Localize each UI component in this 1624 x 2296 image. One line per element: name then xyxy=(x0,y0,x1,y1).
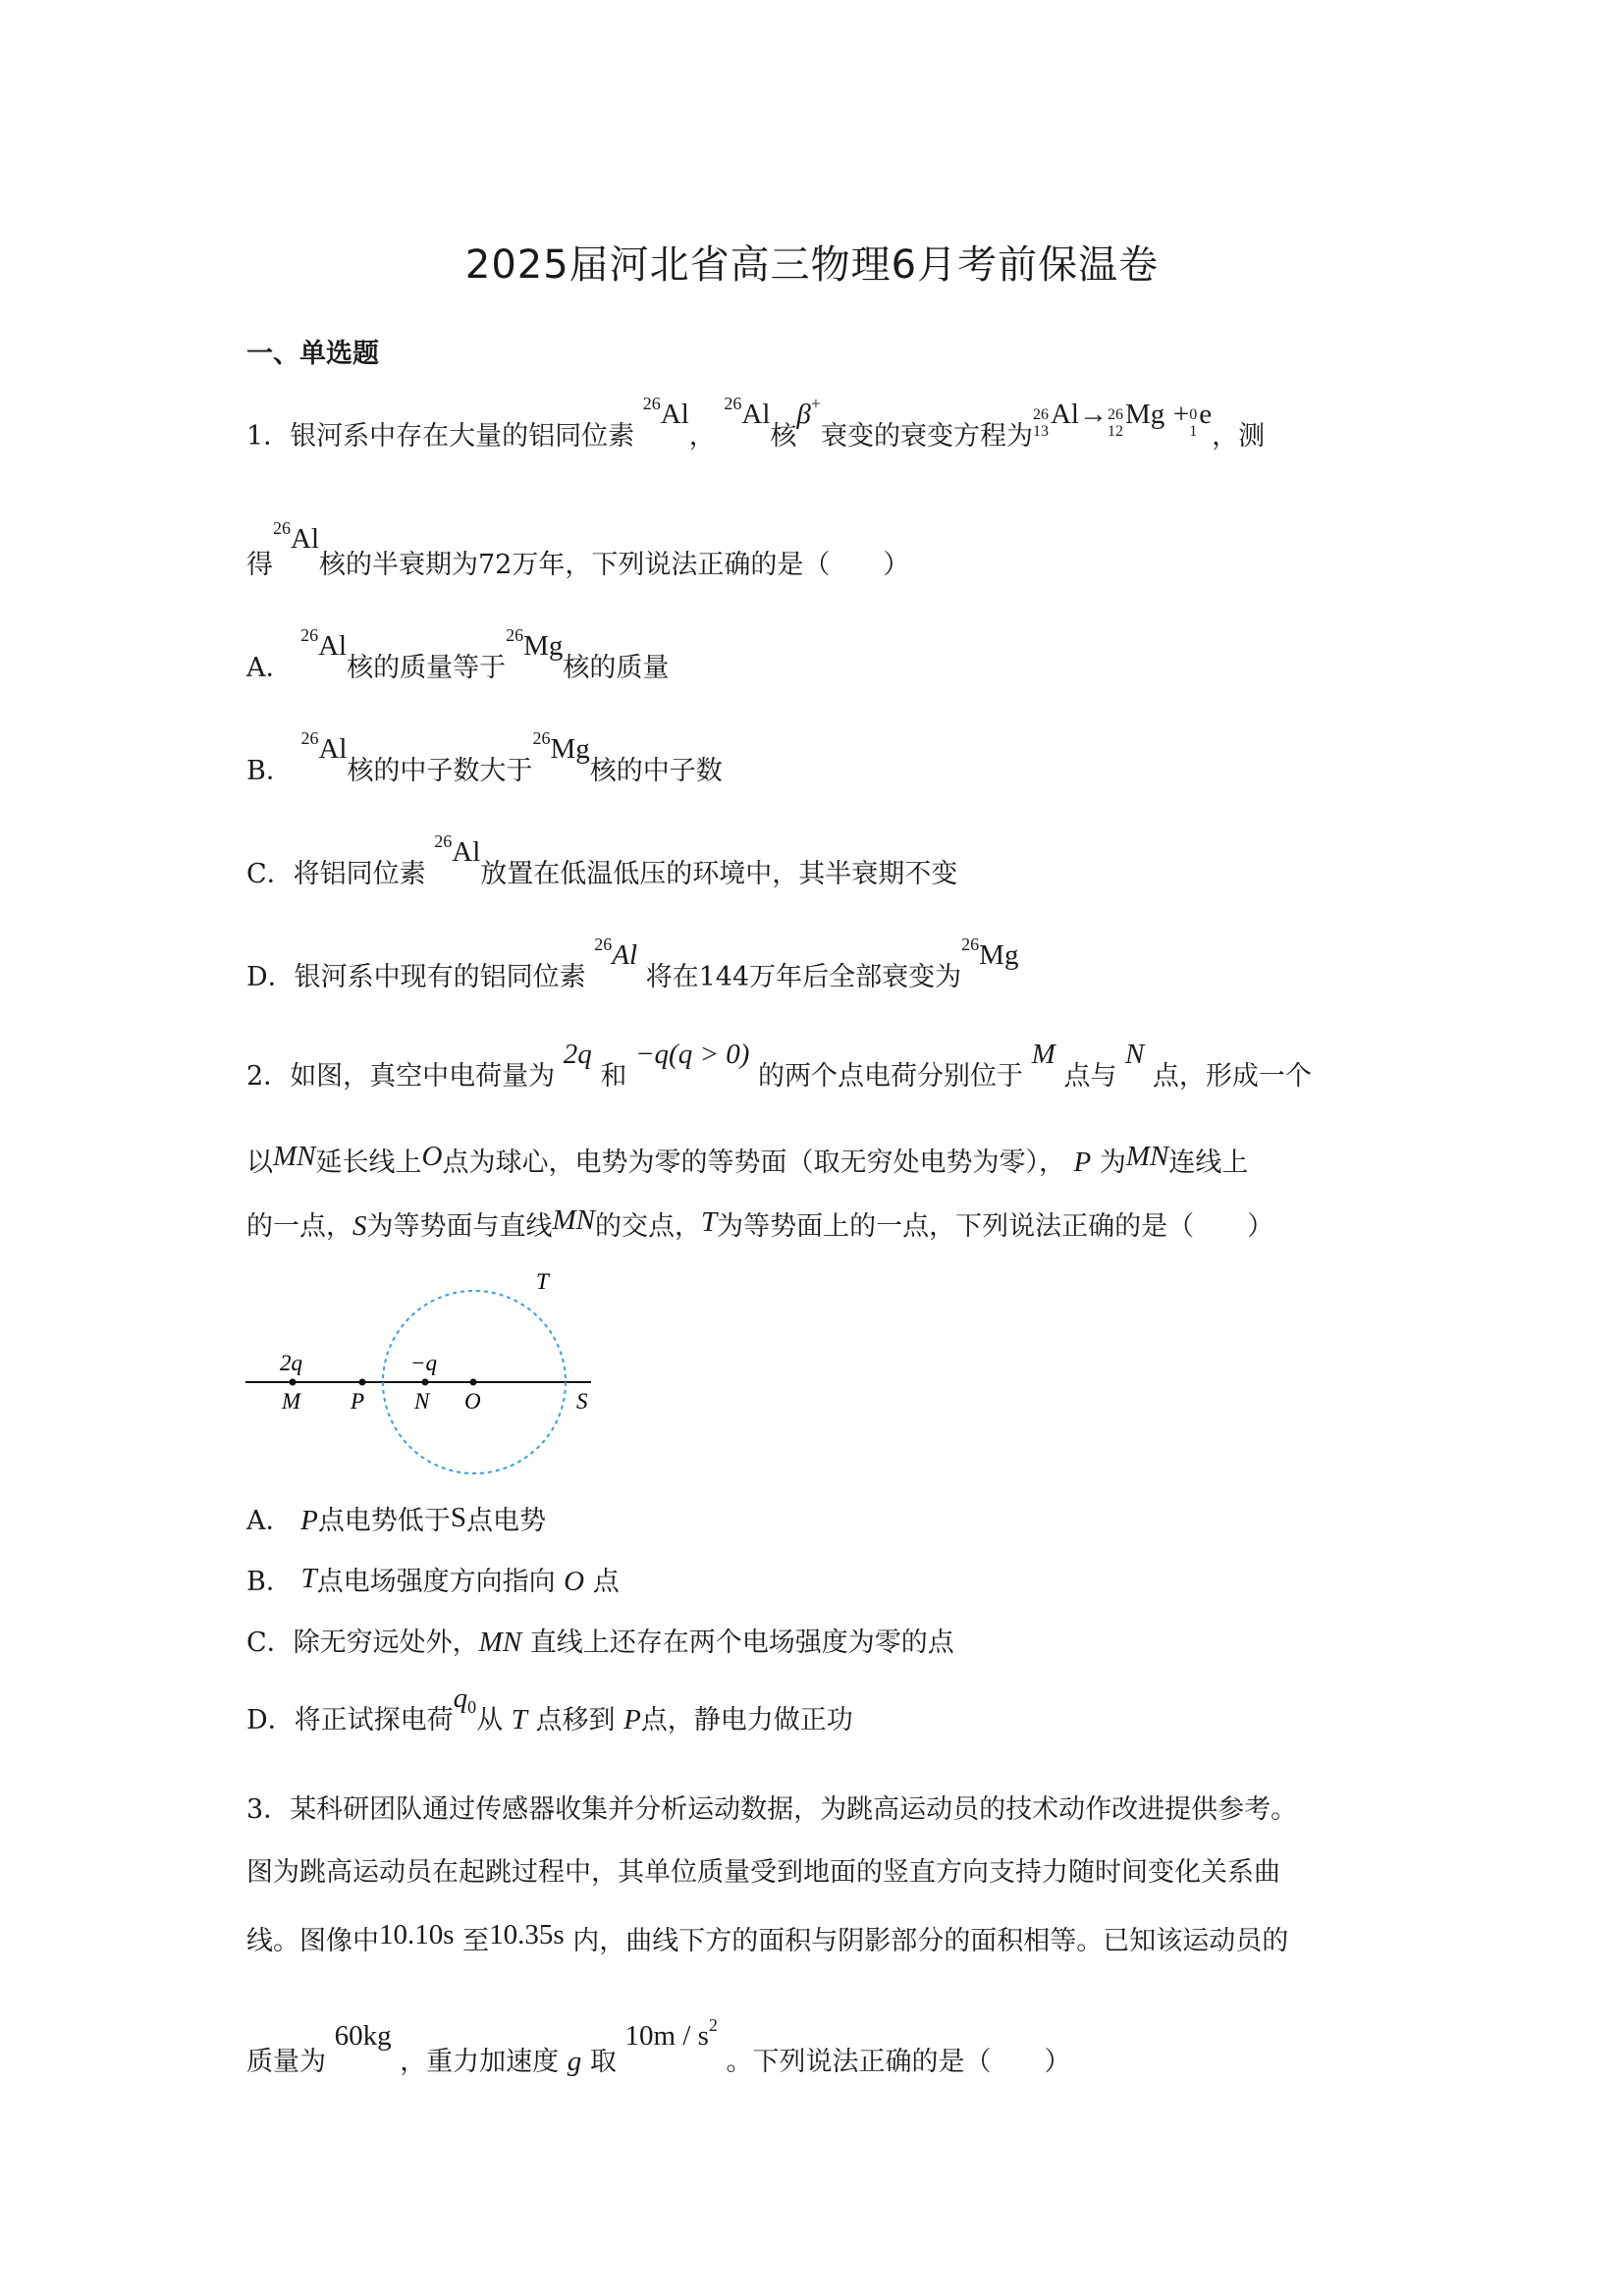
point-p: P xyxy=(300,1505,318,1536)
q1-text: 衰变的衰变方程为 xyxy=(820,421,1033,452)
option-text: 点移到 xyxy=(535,1705,616,1735)
section-heading: 一、单选题 xyxy=(246,339,379,369)
decay-equation: 26 13 Al→ 26 12 Mg + 0 1 e xyxy=(1032,399,1213,440)
q1-option-b[interactable] xyxy=(246,728,723,786)
q1-text: 核 xyxy=(770,421,797,452)
q2-text: 点为球心，电势为零的等势面（取无穷处电势为零）， xyxy=(442,1148,1065,1178)
equipotential-diagram xyxy=(236,1266,609,1482)
point-n: N xyxy=(1124,1039,1145,1070)
q3-line-4 xyxy=(246,2015,1071,2077)
point-p: P xyxy=(1073,1147,1092,1178)
point-o: O xyxy=(564,1566,585,1597)
option-text: 核的中子数大于 xyxy=(347,756,533,786)
q3-text: 线。图像中 xyxy=(246,1926,379,1956)
q1-text: 得 xyxy=(246,550,273,580)
option-text: 除无穷远处外， xyxy=(293,1628,479,1658)
al26-nuclide: $^{26}$Al xyxy=(300,625,348,662)
option-text: 将铝同位素 xyxy=(293,859,426,889)
q3-line-3 xyxy=(246,1919,1289,1956)
q2-number: 2． xyxy=(246,1061,291,1092)
line-mn: MN xyxy=(552,1204,595,1236)
option-text: 将正试探电荷 xyxy=(294,1705,454,1735)
q1-option-d[interactable] xyxy=(246,934,1019,992)
point-t: T xyxy=(300,1563,317,1594)
al26-nuclide: $^{26}$Al xyxy=(642,394,689,430)
line-mn: MN xyxy=(1125,1141,1169,1172)
q2-text: 为等势面上的一点，下列说法正确的是（ ） xyxy=(717,1211,1274,1242)
option-label: B． xyxy=(246,1567,293,1597)
option-text: 点电势 xyxy=(465,1506,546,1536)
mg26-nuclide: $^{26}$Mg xyxy=(506,625,564,662)
option-text: 点电场强度方向指向 xyxy=(316,1567,556,1597)
point-s: S xyxy=(352,1210,367,1242)
q2-text: 连线上 xyxy=(1168,1148,1249,1178)
q2-option-b[interactable] xyxy=(246,1563,620,1597)
gravity-value: $10m / s^2$ xyxy=(624,2015,718,2052)
mg26-nuclide: $^{26}$Mg xyxy=(961,934,1019,971)
option-label: D． xyxy=(246,962,295,992)
q2-line-1 xyxy=(246,1039,1312,1092)
al26-nuclide: $^{26}$Al xyxy=(434,831,481,868)
q2-text: 为等势面与直线 xyxy=(366,1211,553,1242)
option-label: D． xyxy=(246,1705,295,1735)
q3-text: 质量为 xyxy=(246,2047,326,2077)
label-p: P xyxy=(351,1389,365,1414)
charge-2q: 2q xyxy=(563,1039,592,1070)
point-t: T xyxy=(701,1206,718,1238)
q3-line-2 xyxy=(246,1859,1280,1886)
option-text: 核的中子数 xyxy=(589,756,723,786)
line-mn: MN xyxy=(273,1141,316,1172)
q2-line-2 xyxy=(246,1141,1249,1178)
time-end: 10.35s xyxy=(489,1919,565,1950)
option-label: C． xyxy=(246,1628,294,1658)
q1-text: 核的半衰期为72万年，下列说法正确的是（ ） xyxy=(319,550,910,580)
test-charge-q0: $q_0$ xyxy=(453,1682,477,1717)
label-s: S xyxy=(576,1389,588,1414)
option-text: 点电势低于 xyxy=(317,1506,451,1536)
point-o: O xyxy=(421,1141,443,1172)
dot-m xyxy=(290,1379,297,1386)
option-text: 点，静电力做正功 xyxy=(640,1705,853,1735)
option-text: 核的质量等于 xyxy=(347,653,507,683)
point-s: S xyxy=(450,1502,466,1533)
q2-text: 的一点， xyxy=(246,1211,352,1242)
option-text: 点 xyxy=(592,1567,620,1597)
q1-line-1 xyxy=(246,394,1266,461)
q3-text: 取 xyxy=(589,2047,617,2077)
q3-text: 内，曲线下方的面积与阴影部分的面积相等。已知该运动员的 xyxy=(572,1926,1289,1956)
q2-text: 延长线上 xyxy=(315,1148,422,1178)
q1-text: 银河系中存在大量的铝同位素 xyxy=(290,421,635,452)
q1-option-a[interactable] xyxy=(246,625,670,683)
page-title: 2025届河北省高三物理6月考前保温卷 xyxy=(464,242,1160,288)
q3-number: 3． xyxy=(246,1794,291,1825)
q2-option-a[interactable] xyxy=(246,1502,546,1536)
q2-text: 的两个点电荷分别位于 xyxy=(758,1061,1024,1092)
q2-text: 以 xyxy=(246,1148,273,1178)
point-t: T xyxy=(511,1704,527,1735)
q3-text: 。下列说法正确的是（ ） xyxy=(726,2047,1071,2077)
q2-text: 的交点， xyxy=(595,1211,701,1242)
option-text: 银河系中现有的铝同位素 xyxy=(294,962,586,992)
al26-nuclide: $^{26}$Al xyxy=(300,728,348,765)
q2-text: 如图，真空中电荷量为 xyxy=(290,1061,556,1092)
q3-text: ，重力加速度 xyxy=(400,2047,560,2077)
line-mn: MN xyxy=(478,1627,522,1658)
option-label: C． xyxy=(246,859,294,889)
q3-text: 某科研团队通过传感器收集并分析运动数据，为跳高运动员的技术动作改进提供参考。 xyxy=(290,1794,1298,1825)
q1-comma: ， xyxy=(688,421,716,452)
dot-p xyxy=(359,1379,366,1386)
time-start: 10.10s xyxy=(379,1919,455,1950)
option-label: A． xyxy=(246,653,293,683)
q3-text: 至 xyxy=(462,1926,490,1956)
option-text: 从 xyxy=(476,1705,504,1735)
mass-value: 60kg xyxy=(334,2020,392,2052)
al26-nuclide: $^{26}$Al xyxy=(594,934,638,971)
point-p: P xyxy=(623,1704,641,1735)
q2-text: 和 xyxy=(600,1061,627,1092)
label-n: N xyxy=(414,1389,430,1414)
label-minus-q: −q xyxy=(410,1351,438,1375)
dot-o xyxy=(470,1379,477,1386)
gravity-symbol: g xyxy=(567,2046,582,2077)
q2-text: 点与 xyxy=(1063,1061,1117,1092)
option-text: 将在144万年后全部衰变为 xyxy=(645,962,962,992)
q2-text: 点，形成一个 xyxy=(1152,1061,1312,1092)
mg26-nuclide: $^{26}$Mg xyxy=(532,728,590,765)
al26-nuclide: $^{26}$Al xyxy=(273,518,319,555)
label-t: T xyxy=(536,1269,549,1294)
q2-line-3 xyxy=(246,1204,1274,1242)
label-o: O xyxy=(464,1389,481,1414)
q3-line-1 xyxy=(246,1796,1297,1823)
q1-option-c[interactable] xyxy=(246,831,958,889)
option-label: B． xyxy=(246,756,293,786)
point-m: M xyxy=(1031,1039,1056,1070)
charge-minus-q: −q(q > 0) xyxy=(634,1039,750,1070)
label-m: M xyxy=(282,1389,301,1414)
q2-option-c[interactable] xyxy=(246,1629,954,1657)
dot-n xyxy=(422,1379,429,1386)
q2-option-d[interactable] xyxy=(246,1682,853,1737)
q1-text: ，测 xyxy=(1212,421,1266,452)
label-2q: 2q xyxy=(280,1351,302,1375)
option-text: 核的质量 xyxy=(563,653,670,683)
q2-text: 为 xyxy=(1099,1148,1126,1178)
beta-plus: β+ xyxy=(796,394,821,430)
option-label: A． xyxy=(246,1506,293,1536)
q1-line-2 xyxy=(246,518,910,580)
option-text: 直线上还存在两个电场强度为零的点 xyxy=(529,1628,954,1658)
option-text: 放置在低温低压的环境中，其半衰期不变 xyxy=(480,859,958,889)
q3-text: 图为跳高运动员在起跳过程中，其单位质量受到地面的竖直方向支持力随时间变化关系曲 xyxy=(246,1857,1280,1888)
al26-nuclide: $^{26}$Al xyxy=(724,394,771,430)
q1-number: 1． xyxy=(246,421,291,452)
